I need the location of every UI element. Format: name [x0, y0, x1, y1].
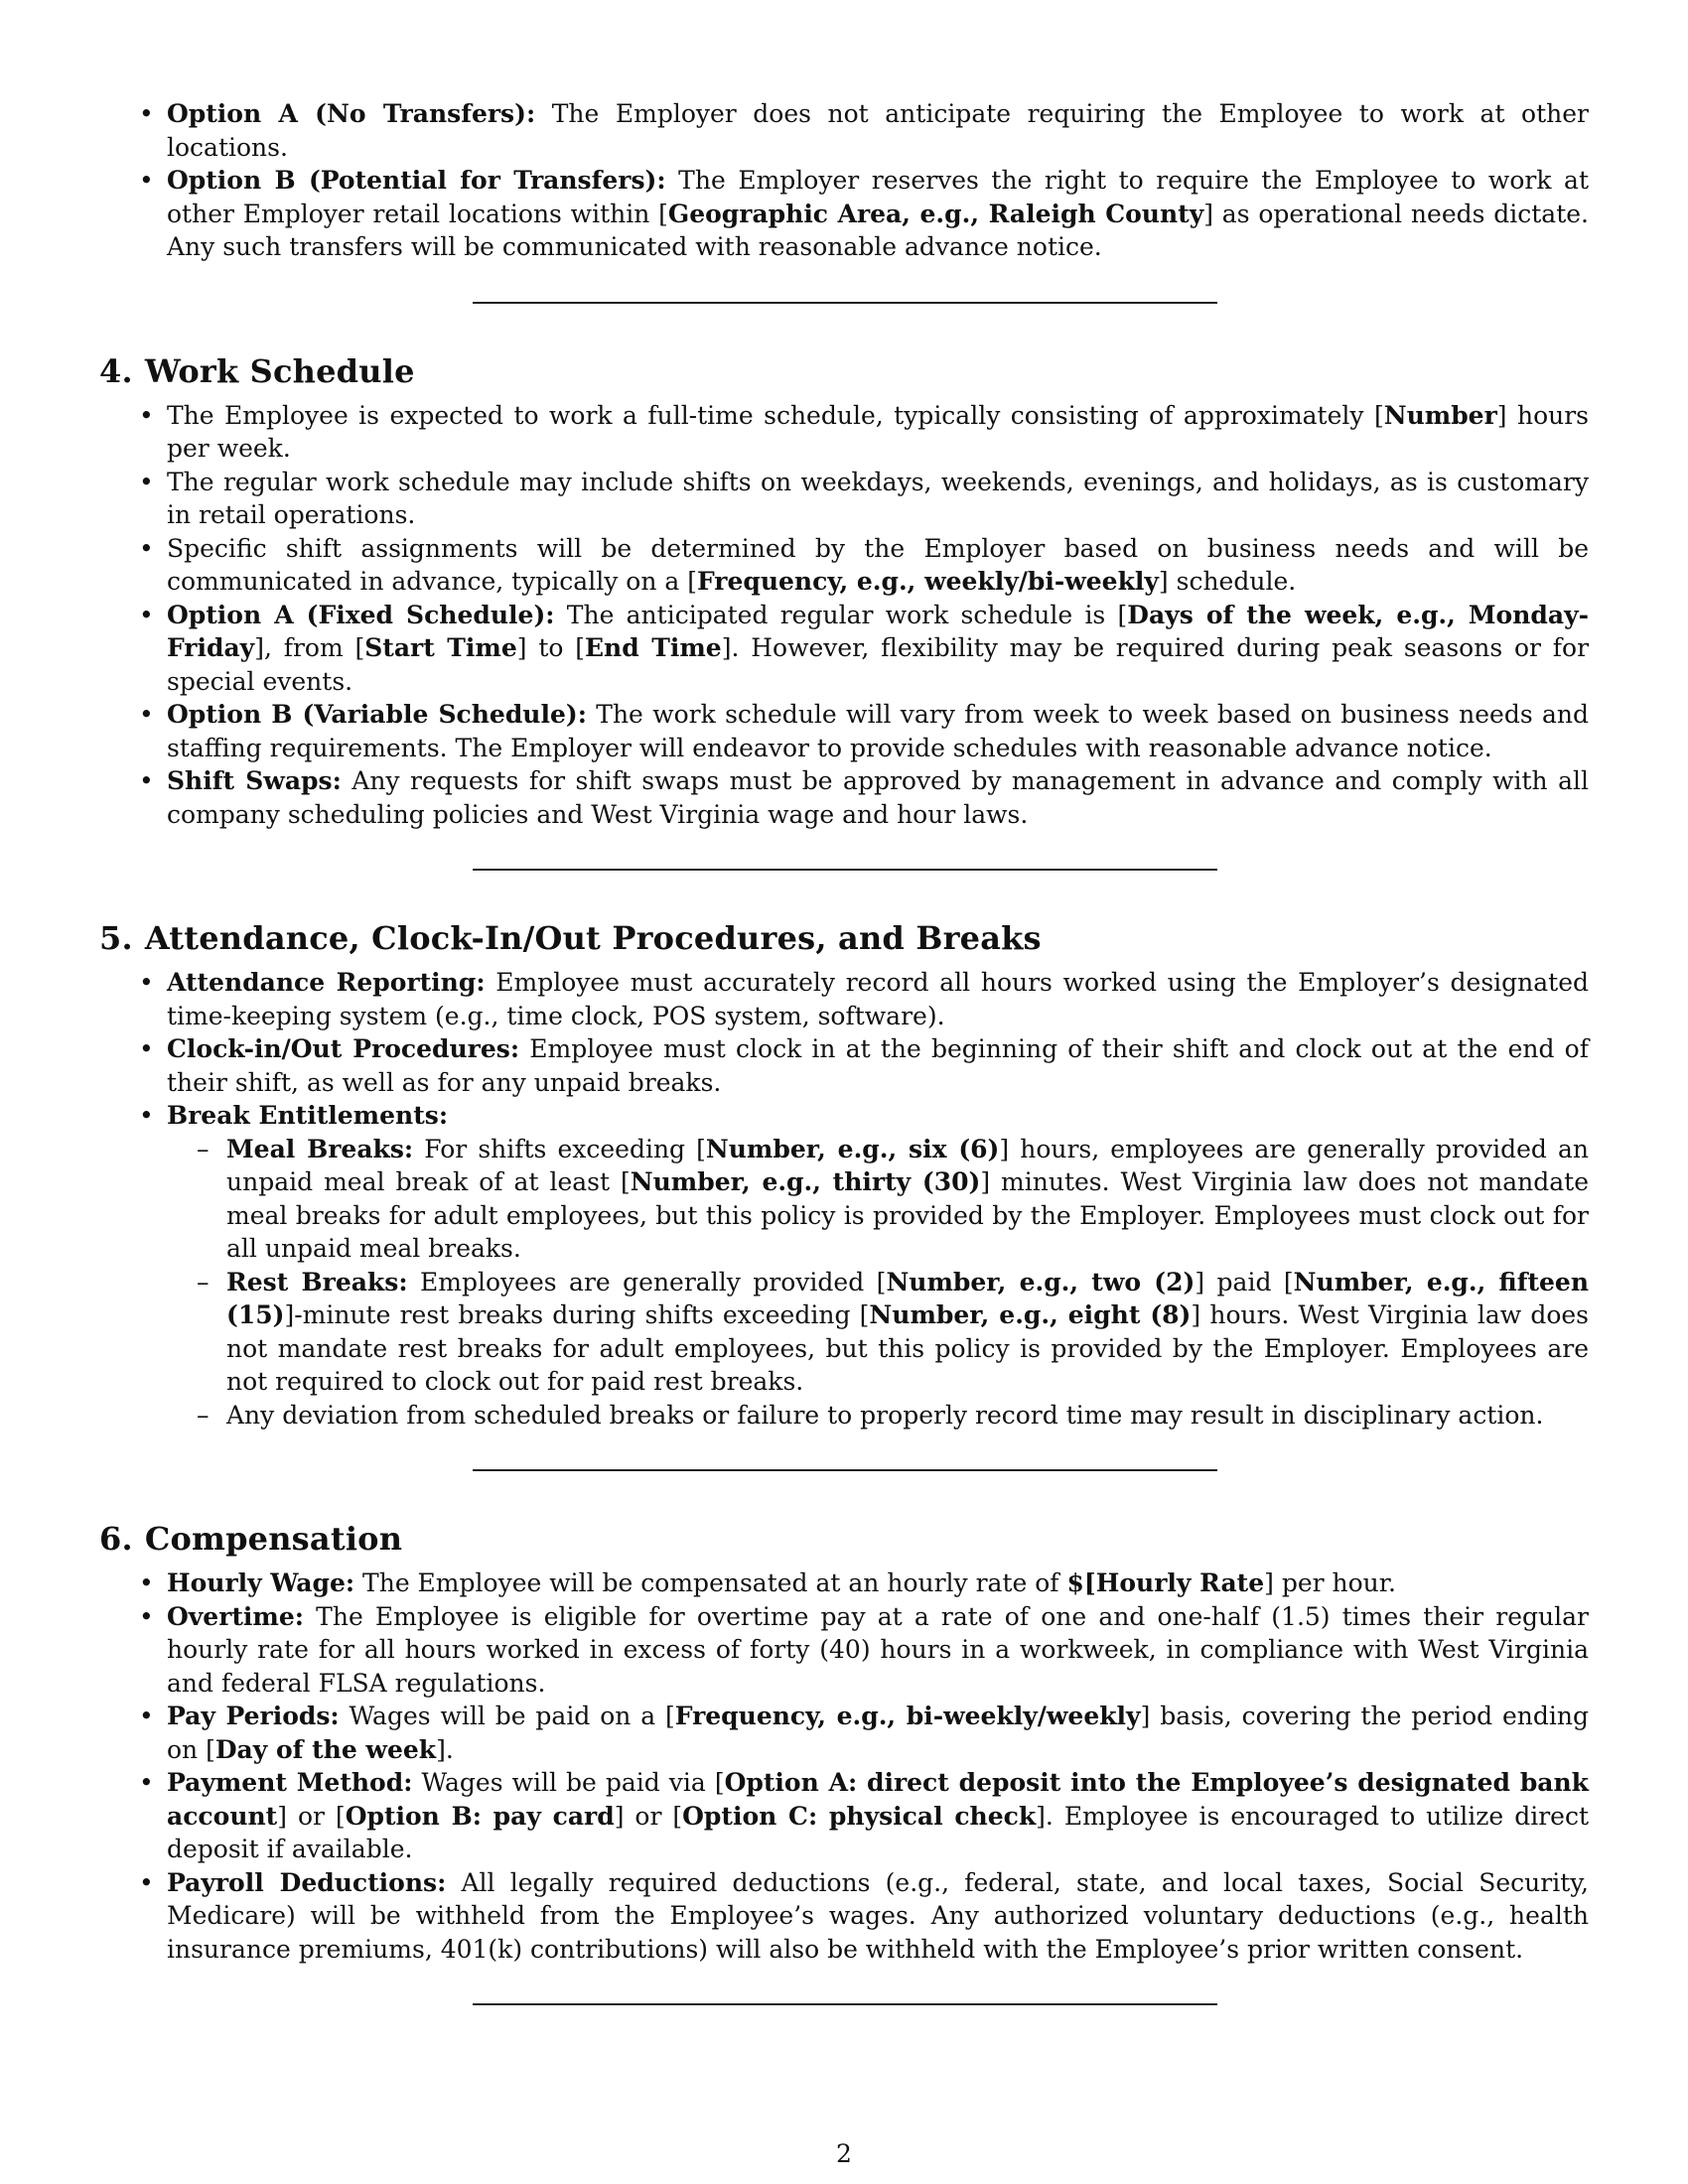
list-item: • Hourly Wage: The Employee will be compensated at an hourly rate of $[Hourly Rate] per hour.	[167, 1567, 1589, 1600]
list-item: • Pay Periods: Wages will be paid on a [Frequency, e.g., bi-weekly/weekly] basis, covering the period ending on [Day of the week].	[167, 1700, 1589, 1766]
section-heading-attendance: 5. Attendance, Clock-In/Out Procedures, and Breaks	[99, 919, 1042, 957]
list-item: • Attendance Reporting: Employee must accurately record all hours worked using the Employer’s designated time-keeping system (e.g., time clock, POS system, software).	[167, 966, 1589, 1032]
section-heading-work-schedule: 4. Work Schedule	[99, 351, 415, 390]
list-item: • The regular work schedule may include shifts on weekdays, weekends, evenings, and holidays, as is customary in retail operations.	[167, 466, 1589, 532]
document-page	[99, 97, 1589, 2005]
list-item: • Specific shift assignments will be determined by the Employer based on business needs and will be communicated in advance, typically on a [Frequency, e.g., weekly/bi-weekly] schedule.	[167, 532, 1589, 599]
sub-list-item: – Meal Breaks: For shifts exceeding [Number, e.g., six (6)] hours, employees are generally provided an unpaid meal break of at least [Number, e.g., thirty (30)] minutes. West Virginia law does not mandate meal breaks for adult employees, but this policy is provided by the Employer. Employees must clock out for all unpaid meal breaks.	[226, 1133, 1589, 1266]
list-item: • Option B (Potential for Transfers): The Employer reserves the right to require the Employee to work at other Employer retail locations within [Geographic Area, e.g., Raleigh County] as operational needs dictate. Any such transfers will be communicated with reasonable advance notice.	[167, 164, 1589, 264]
section-divider	[473, 869, 1217, 871]
list-item: • Payment Method: Wages will be paid via [Option A: direct deposit into the Employee’s designated bank account] or [Option B: pay card] or [Option C: physical check]. Employee is encouraged to utilize direct deposit if available.	[167, 1766, 1589, 1866]
list-item: • Payroll Deductions: All legally required deductions (e.g., federal, state, and local taxes, Social Security, Medicare) will be withheld from the Employee’s wages. Any authorized voluntary deductions (e.g., health insurance premiums, 401(k) contributions) will also be withheld with the Employee’s prior written consent.	[167, 1866, 1589, 1967]
list-item: • Overtime: The Employee is eligible for overtime pay at a rate of one and one-half (1.5) times their regular hourly rate for all hours worked in excess of forty (40) hours in a workweek, in compliance with West Virginia and federal FLSA regulations.	[167, 1600, 1589, 1701]
list-item: • The Employee is expected to work a full-time schedule, typically consisting of approximately [Number] hours per week.	[167, 399, 1589, 466]
compensation-list	[99, 1567, 1589, 1966]
break-entitlements-sublist	[167, 1133, 1589, 1433]
work-schedule-list	[99, 399, 1589, 832]
page-number: 2	[836, 2139, 852, 2168]
transfer-options-list	[99, 97, 1589, 264]
section-divider	[473, 302, 1217, 304]
list-item: • Clock-in/Out Procedures: Employee must clock in at the beginning of their shift and clock out at the end of their shift, as well as for any unpaid breaks.	[167, 1032, 1589, 1099]
list-item: • Shift Swaps: Any requests for shift swaps must be approved by management in advance and comply with all company scheduling policies and West Virginia wage and hour laws.	[167, 764, 1589, 831]
list-item: • Option A (Fixed Schedule): The anticipated regular work schedule is [Days of the week, e.g., Monday-Friday], from [Start Time] to [End Time]. However, flexibility may be required during peak seasons or for special events.	[167, 599, 1589, 699]
list-item: • Break Entitlements: – Meal Breaks: For shifts exceeding [Number, e.g., six (6)] hours, employees are generally provided an unpaid meal break of at least [Number, e.g., thirty (30)] minutes. West Virginia law does not mandate meal breaks for adult employees, but this policy is provided by the Employer. Employees must clock out for all unpaid meal breaks. – Rest Breaks: Employees are generally provided [Number, e.g., two (2)] paid [Number, e.g., fifteen (15)]-minute rest breaks during shifts exceeding [Number, e.g., eight (8)] hours. West Virginia law does not mandate rest breaks for adult employees, but this policy is provided by the Employer. Employees are not required to clock out for paid rest breaks. – Any deviation from scheduled breaks or failure to properly record time may result in disciplinary action.	[167, 1099, 1589, 1432]
section-divider	[473, 1469, 1217, 1471]
list-item: • Option B (Variable Schedule): The work schedule will vary from week to week based on business needs and staffing requirements. The Employer will endeavor to provide schedules with reasonable advance notice.	[167, 698, 1589, 764]
section-divider	[473, 2003, 1217, 2005]
sub-list-item: – Rest Breaks: Employees are generally provided [Number, e.g., two (2)] paid [Number, e.g., fifteen (15)]-minute rest breaks during shifts exceeding [Number, e.g., eight (8)] hours. West Virginia law does not mandate rest breaks for adult employees, but this policy is provided by the Employer. Employees are not required to clock out for paid rest breaks.	[226, 1266, 1589, 1399]
sub-list-item: – Any deviation from scheduled breaks or failure to properly record time may result in disciplinary action.	[226, 1399, 1589, 1433]
list-item: • Option A (No Transfers): The Employer does not anticipate requiring the Employee to work at other locations.	[167, 97, 1589, 164]
section-heading-compensation: 6. Compensation	[99, 1520, 403, 1558]
attendance-list	[99, 966, 1589, 1432]
